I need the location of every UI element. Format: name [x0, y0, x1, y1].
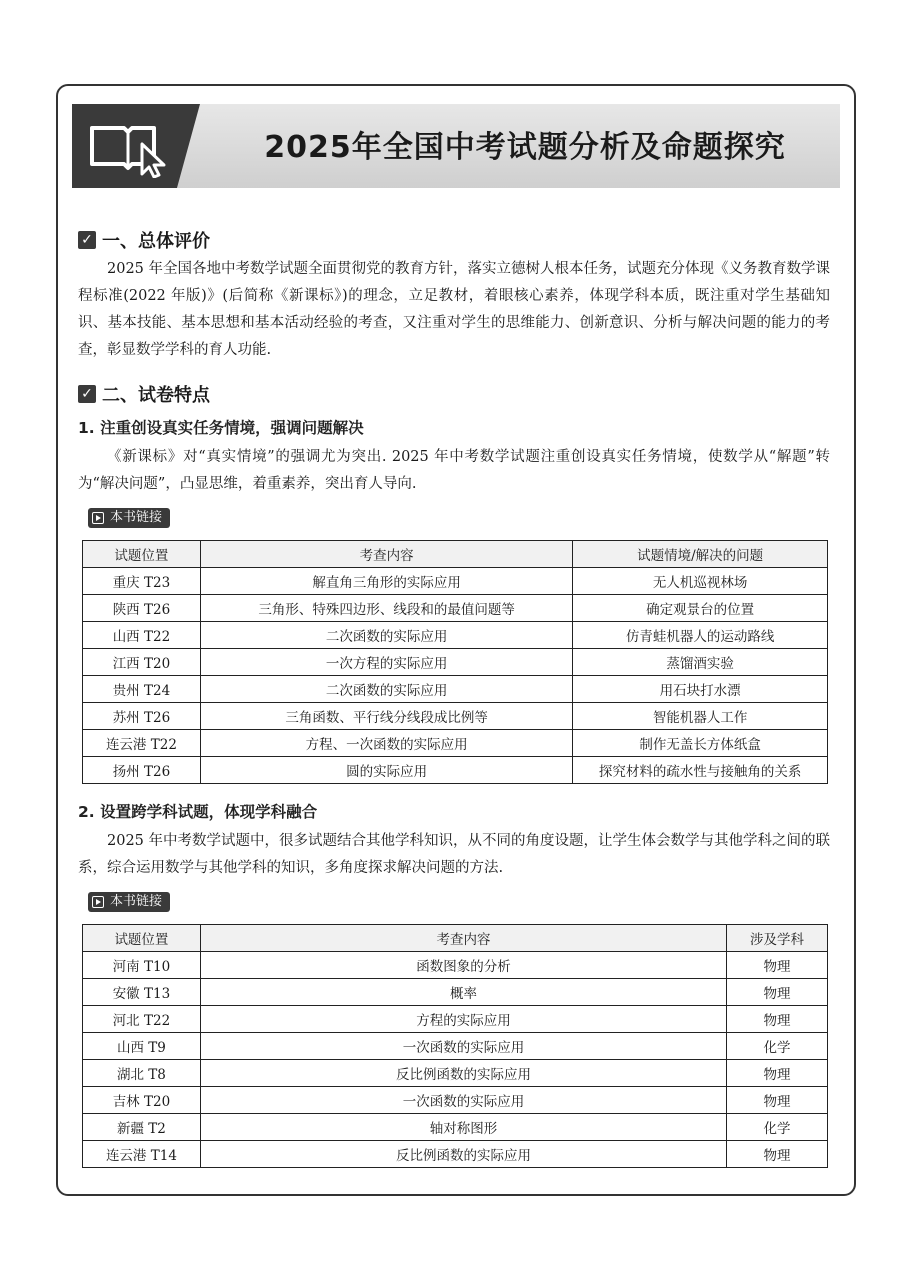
table-row — [83, 730, 828, 757]
table-row — [83, 1006, 828, 1033]
section-heading-text: 一、总体评价 — [102, 231, 210, 252]
table-cell: 湖北 T8 — [83, 1060, 201, 1087]
table-cell: 用石块打水漂 — [573, 676, 828, 703]
table-cell: 江西 T20 — [83, 649, 201, 676]
book-link-badge — [88, 892, 170, 912]
table-row — [83, 676, 828, 703]
table-cell: 二次函数的实际应用 — [200, 622, 572, 649]
table-cell: 一次方程的实际应用 — [200, 649, 572, 676]
table-cell: 函数图象的分析 — [200, 952, 726, 979]
play-icon — [92, 512, 104, 524]
table-cell: 一次函数的实际应用 — [200, 1087, 726, 1114]
real-situation-paragraph: 《新课标》对“真实情境”的强调尤为突出. 2025 年中考数学试题注重创设真实任务情境，使数学从“解题”转为“解决问题”，凸显思维，着重素养，突出育人导向. — [78, 449, 830, 492]
table-cell: 新疆 T2 — [83, 1114, 201, 1141]
table-cell: 贵州 T24 — [83, 676, 201, 703]
table-row — [83, 1087, 828, 1114]
book-link-badge — [88, 508, 170, 528]
subheading-cross-discipline: 2. 设置跨学科试题，体现学科融合 — [78, 803, 318, 821]
table-cell: 物理 — [727, 952, 828, 979]
column-header: 试题位置 — [83, 541, 201, 568]
table-cell: 轴对称图形 — [200, 1114, 726, 1141]
table-cell: 仿青蛙机器人的运动路线 — [573, 622, 828, 649]
table-cell: 方程的实际应用 — [200, 1006, 726, 1033]
page-title: 2025年全国中考试题分析及命题探究 — [264, 130, 786, 165]
table-cell: 山西 T9 — [83, 1033, 201, 1060]
table-row — [83, 1060, 828, 1087]
table-cell: 河南 T10 — [83, 952, 201, 979]
table-cell: 物理 — [727, 1006, 828, 1033]
badge-label: 本书链接 — [110, 894, 163, 909]
table-cell: 化学 — [727, 1033, 828, 1060]
table-row — [83, 1033, 828, 1060]
table-header-row — [83, 541, 828, 568]
table-cell: 智能机器人工作 — [573, 703, 828, 730]
table-cell: 物理 — [727, 1087, 828, 1114]
section-heading-features — [78, 380, 210, 408]
table-row — [83, 1141, 828, 1168]
table-cell: 探究材料的疏水性与接触角的关系 — [573, 757, 828, 784]
check-icon: ✓ — [78, 231, 96, 249]
cross-discipline-table — [82, 924, 828, 1168]
table-cell: 苏州 T26 — [83, 703, 201, 730]
column-header: 涉及学科 — [727, 925, 828, 952]
table-row — [83, 952, 828, 979]
table-cell: 反比例函数的实际应用 — [200, 1141, 726, 1168]
table-cell: 一次函数的实际应用 — [200, 1033, 726, 1060]
table-cell: 三角函数、平行线分线段成比例等 — [200, 703, 572, 730]
section-heading-text: 二、试卷特点 — [102, 385, 210, 406]
table-row — [83, 757, 828, 784]
table-cell: 解直角三角形的实际应用 — [200, 568, 572, 595]
overall-paragraph: 2025 年全国各地中考数学试题全面贯彻党的教育方针，落实立德树人根本任务，试题充分体现《义务教育数学课程标准(2022 年版)》(后简称《新课标》)的理念，立足教材，着眼核心素养，体现学科本质，既注重对学生基础知识、基本技能、基本思想和基本活动经验的考查，又注重对学生的思维能力、创新意识、分析与解决问题的能力的考查，彰显数学学科的育人功能. — [78, 261, 831, 358]
table-row — [83, 622, 828, 649]
column-header: 考查内容 — [200, 541, 572, 568]
table-row — [83, 649, 828, 676]
table-cell: 方程、一次函数的实际应用 — [200, 730, 572, 757]
table-cell: 三角形、特殊四边形、线段和的最值问题等 — [200, 595, 572, 622]
section-heading-overall — [78, 226, 210, 254]
table-cell: 圆的实际应用 — [200, 757, 572, 784]
table-cell: 物理 — [727, 1060, 828, 1087]
table-header-row — [83, 925, 828, 952]
table-cell: 确定观景台的位置 — [573, 595, 828, 622]
cross-discipline-paragraph: 2025 年中考数学试题中，很多试题结合其他学科知识，从不同的角度设题，让学生体会数学与其他学科之间的联系，综合运用数学与其他学科的知识，多角度探求解决问题的方法. — [78, 833, 831, 876]
badge-label: 本书链接 — [110, 510, 163, 525]
play-icon — [92, 896, 104, 908]
table-cell: 重庆 T23 — [83, 568, 201, 595]
table-row — [83, 703, 828, 730]
table-cell: 连云港 T22 — [83, 730, 201, 757]
table-row — [83, 979, 828, 1006]
table-cell: 扬州 T26 — [83, 757, 201, 784]
column-header: 试题情境/解决的问题 — [573, 541, 828, 568]
table-cell: 河北 T22 — [83, 1006, 201, 1033]
table-cell: 概率 — [200, 979, 726, 1006]
table-row — [83, 568, 828, 595]
table-cell: 物理 — [727, 979, 828, 1006]
table-cell: 陕西 T26 — [83, 595, 201, 622]
table-cell: 二次函数的实际应用 — [200, 676, 572, 703]
table-cell: 安徽 T13 — [83, 979, 201, 1006]
column-header: 考查内容 — [200, 925, 726, 952]
table-cell: 物理 — [727, 1141, 828, 1168]
table-cell: 蒸馏酒实验 — [573, 649, 828, 676]
column-header: 试题位置 — [83, 925, 201, 952]
table-cell: 反比例函数的实际应用 — [200, 1060, 726, 1087]
table-cell: 制作无盖长方体纸盒 — [573, 730, 828, 757]
book-cursor-icon — [84, 114, 180, 178]
table-cell: 连云港 T14 — [83, 1141, 201, 1168]
check-icon: ✓ — [78, 385, 96, 403]
subheading-real-situation: 1. 注重创设真实任务情境，强调问题解决 — [78, 419, 364, 437]
table-cell: 山西 T22 — [83, 622, 201, 649]
table-row — [83, 595, 828, 622]
table-cell: 化学 — [727, 1114, 828, 1141]
table-cell: 吉林 T20 — [83, 1087, 201, 1114]
real-situation-table — [82, 540, 828, 784]
table-cell: 无人机巡视林场 — [573, 568, 828, 595]
table-row — [83, 1114, 828, 1141]
